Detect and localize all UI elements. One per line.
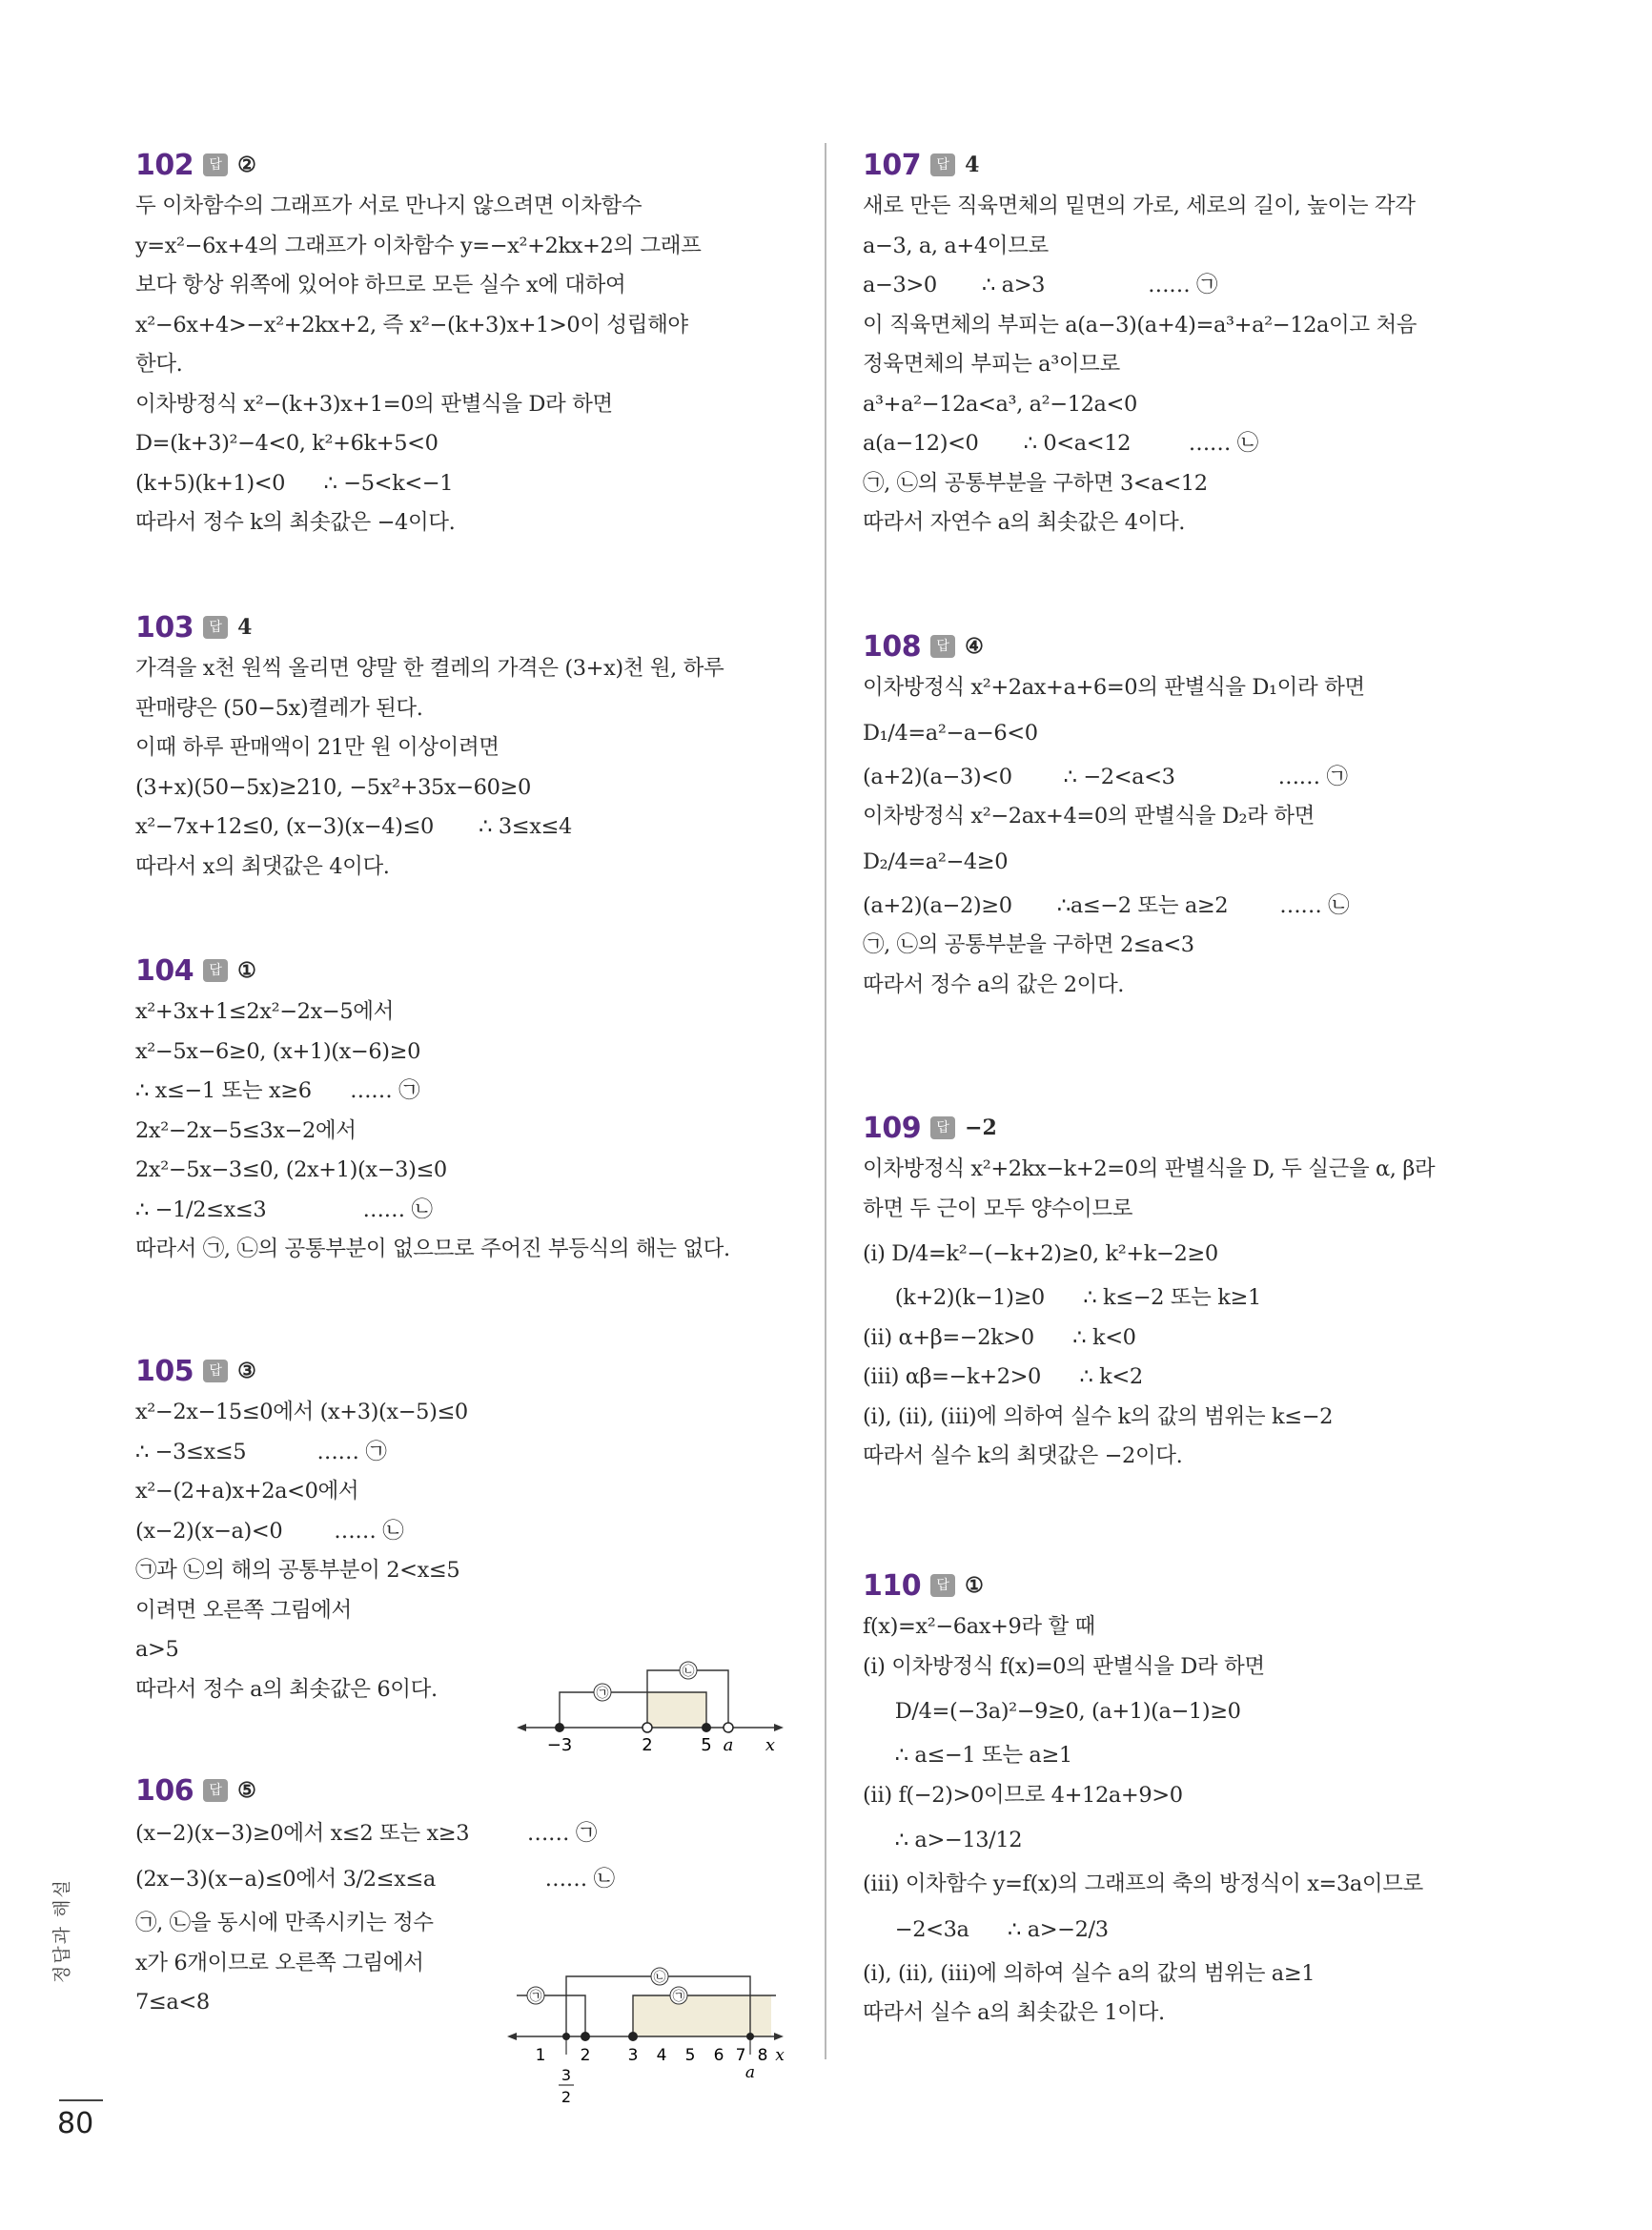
text-line: (k+5)(k+1)<0 ∴ −5<k<−1 xyxy=(135,470,454,496)
problem-number: 105 xyxy=(135,1354,194,1388)
answer-badge: 답 xyxy=(930,1116,955,1139)
point-3 xyxy=(628,2032,638,2041)
text-line: x²−(2+a)x+2a<0에서 xyxy=(135,1479,359,1504)
problem-header xyxy=(135,949,803,992)
problem-number: 108 xyxy=(863,629,922,664)
text-line: 2x²−2x−5≤3x−2에서 xyxy=(135,1117,357,1143)
problem-108 xyxy=(863,624,1530,1005)
text-line: (ⅲ) αβ=−k+2>0 ∴ k<2 xyxy=(863,1364,1143,1389)
mark-label-2: ㉡ xyxy=(653,1971,666,1985)
text-line: 정육면체의 부피는 a³이므로 xyxy=(863,352,1120,377)
text-line: x²−7x+12≤0, (x−3)(x−4)≤0 ∴ 3≤x≤4 xyxy=(135,814,572,839)
answer-badge: 답 xyxy=(930,153,955,176)
text-line: (3+x)(50−5x)≥210, −5x²+35x−60≥0 xyxy=(135,774,531,800)
text-line: a³+a²−12a<a³, a²−12a<0 xyxy=(863,391,1137,417)
text-line: (ⅱ) f(−2)>0이므로 4+12a+9>0 xyxy=(863,1782,1183,1808)
problem-header xyxy=(135,605,803,649)
tick-label: 5 xyxy=(701,1735,712,1755)
tick-label: 6 xyxy=(713,2046,724,2065)
text-line: (k+2)(k−1)≥0 ∴ k≤−2 또는 k≥1 xyxy=(863,1285,1261,1310)
point-a xyxy=(746,2033,754,2040)
problem-header xyxy=(863,624,1530,668)
text-line: 가격을 x천 원씩 올리면 양말 한 켤레의 가격은 (3+x)천 원, 하루 xyxy=(135,656,724,681)
problem-number: 107 xyxy=(863,148,922,182)
text-line: 이차방정식 x²+2kx−k+2=0의 판별식을 D, 두 실근을 α, β라 xyxy=(863,1156,1436,1181)
text-line: a−3>0 ∴ a>3 …… ㉠ xyxy=(863,273,1218,297)
text-line: a−3, a, a+4이므로 xyxy=(863,233,1049,258)
problem-number: 106 xyxy=(135,1773,194,1808)
axis-label: x xyxy=(775,2046,785,2065)
text-line: 보다 항상 위쪽에 있어야 하므로 모든 실수 x에 대하여 xyxy=(135,273,626,297)
answer-badge: 답 xyxy=(203,959,228,982)
problem-105 xyxy=(135,1349,803,1755)
text-line: 이때 하루 판매액이 21만 원 이상이려면 xyxy=(135,735,500,760)
axis-arrow-left xyxy=(507,2033,517,2040)
text-line: (ⅲ) 이차함수 y=f(x)의 그래프의 축의 방정식이 x=3a이므로 xyxy=(863,1872,1423,1896)
text-line: D₂/4=a²−4≥0 xyxy=(863,849,1009,874)
text-line: ∴ −3≤x≤5 …… ㉠ xyxy=(135,1439,387,1464)
answer-value: ① xyxy=(237,958,256,983)
text-line: ∴ a>−13/12 xyxy=(863,1828,1023,1852)
tick-label: 1 xyxy=(535,2046,546,2065)
text-line: 이차방정식 x²−(k+3)x+1=0의 판별식을 D라 하면 xyxy=(135,391,613,417)
mark-label-1: ㉠ xyxy=(529,1990,542,2004)
text-line: (x−2)(x−3)≥0에서 x≤2 또는 x≥3 …… ㉠ xyxy=(135,1821,597,1846)
problem-103 xyxy=(135,605,803,887)
text-line: 이차방정식 x²+2ax+a+6=0의 판별식을 D₁이라 하면 xyxy=(863,675,1365,700)
column-divider xyxy=(825,143,826,2059)
tick-label: 2 xyxy=(580,2046,591,2065)
answer-value: ② xyxy=(237,153,256,177)
answer-value: ⑤ xyxy=(237,1778,256,1803)
problem-header xyxy=(863,1106,1530,1150)
problem-number: 104 xyxy=(135,953,194,988)
text-line: 하면 두 근이 모두 양수이므로 xyxy=(863,1196,1133,1221)
point-5 xyxy=(702,1723,711,1732)
axis-arrow-right xyxy=(774,2033,784,2040)
fraction-numerator: 3 xyxy=(561,2066,572,2084)
page-number: 80 xyxy=(57,2107,94,2140)
text-line: a>5 xyxy=(135,1637,179,1662)
answer-badge: 답 xyxy=(203,1360,228,1382)
problem-102 xyxy=(135,143,803,543)
text-line: 따라서 정수 a의 값은 2이다. xyxy=(863,972,1125,997)
text-line: 새로 만든 직육면체의 밑면의 가로, 세로의 길이, 높이는 각각 xyxy=(863,194,1416,218)
text-line: 따라서 정수 k의 최솟값은 −4이다. xyxy=(135,510,456,535)
point-three-halves xyxy=(562,2033,570,2040)
text-line: y=x²−6x+4의 그래프가 이차함수 y=−x²+2kx+2의 그래프 xyxy=(135,233,702,258)
problem-107 xyxy=(863,143,1530,543)
mark-label-2: ㉡ xyxy=(682,1665,695,1679)
problem-header xyxy=(863,143,1530,187)
text-line: a(a−12)<0 ∴ 0<a<12 …… ㉡ xyxy=(863,431,1258,456)
axis-arrow-left xyxy=(517,1724,526,1731)
text-line: 이 직육면체의 부피는 a(a−3)(a+4)=a³+a²−12a이고 처음 xyxy=(863,312,1417,338)
answer-badge: 답 xyxy=(203,153,228,176)
answer-value: ③ xyxy=(237,1359,256,1383)
text-line: 7≤a<8 xyxy=(135,1990,210,2015)
text-line: 따라서 정수 a의 최솟값은 6이다. xyxy=(135,1676,438,1702)
answer-value: 4 xyxy=(965,153,980,177)
text-line: D₁/4=a²−a−6<0 xyxy=(863,720,1038,746)
text-line: f(x)=x²−6ax+9라 할 때 xyxy=(863,1614,1095,1639)
mark-label-3: ㉠ xyxy=(672,1990,685,2004)
problem-header xyxy=(135,143,803,187)
text-line: 따라서 ㉠, ㉡의 공통부분이 없으므로 주어진 부등식의 해는 없다. xyxy=(135,1237,730,1261)
point-neg3 xyxy=(555,1723,564,1732)
text-line: (ⅰ), (ⅱ), (ⅲ)에 의하여 실수 a의 값의 범위는 a≥1 xyxy=(863,1960,1315,1986)
problem-header xyxy=(135,1349,803,1393)
answer-badge: 답 xyxy=(203,1779,228,1802)
text-line: 이려면 오른쪽 그림에서 xyxy=(135,1597,352,1623)
text-line: 한다. xyxy=(135,352,183,377)
tick-label: 8 xyxy=(757,2046,768,2065)
text-line: 따라서 실수 k의 최댓값은 −2이다. xyxy=(863,1443,1183,1468)
answer-value: 4 xyxy=(237,615,253,640)
tick-label: 2 xyxy=(642,1735,653,1755)
side-section-label: 정답과 해설 xyxy=(51,1878,72,1983)
text-line: D=(k+3)²−4<0, k²+6k+5<0 xyxy=(135,431,438,456)
axis-label: x xyxy=(765,1735,776,1755)
problem-110 xyxy=(863,1564,1530,2034)
text-line: (ⅰ) D/4=k²−(−k+2)≥0, k²+k−2≥0 xyxy=(863,1241,1218,1266)
text-line: (x−2)(x−a)<0 …… ㉡ xyxy=(135,1518,404,1544)
text-line: 판매량은 (50−5x)켤레가 된다. xyxy=(135,695,423,721)
text-line: 두 이차함수의 그래프가 서로 만나지 않으려면 이차함수 xyxy=(135,194,642,218)
text-line: ㉠, ㉡의 공통부분을 구하면 2≤a<3 xyxy=(863,932,1194,957)
mark-label-1: ㉠ xyxy=(596,1687,609,1701)
point-2 xyxy=(642,1723,652,1732)
text-line: x²−5x−6≥0, (x+1)(x−6)≥0 xyxy=(135,1038,420,1064)
text-line: 따라서 실수 a의 최솟값은 1이다. xyxy=(863,2000,1165,2025)
answer-value: −2 xyxy=(965,1115,997,1140)
text-line: (ⅰ), (ⅱ), (ⅲ)에 의하여 실수 k의 값의 범위는 k≤−2 xyxy=(863,1403,1334,1429)
problem-number: 103 xyxy=(135,610,194,644)
point-2 xyxy=(581,2032,590,2041)
text-line: ∴ −1/2≤x≤3 …… ㉡ xyxy=(135,1197,433,1222)
tick-label: 7 xyxy=(735,2046,746,2065)
tick-label: 5 xyxy=(684,2046,696,2065)
tick-label: −3 xyxy=(546,1735,573,1755)
problem-number: 109 xyxy=(863,1111,922,1145)
text-line: −2<3a ∴ a>−2/3 xyxy=(863,1916,1109,1942)
text-line: ∴ x≤−1 또는 x≥6 …… ㉠ xyxy=(135,1078,420,1103)
number-line-figure-105 xyxy=(517,1659,793,1764)
text-line: (ⅱ) α+β=−2k>0 ∴ k<0 xyxy=(863,1324,1136,1350)
text-line: ㉠과 ㉡의 해의 공통부분이 2<x≤5 xyxy=(135,1558,460,1583)
text-line: (ⅰ) 이차방정식 f(x)=0의 판별식을 D라 하면 xyxy=(863,1653,1265,1679)
number-line-figure-106 xyxy=(507,1959,793,2112)
text-line: 2x²−5x−3≤0, (2x+1)(x−3)≤0 xyxy=(135,1157,447,1182)
problem-number: 110 xyxy=(863,1568,922,1603)
text-line: x²−6x+4>−x²+2kx+2, 즉 x²−(k+3)x+1>0이 성립해야 xyxy=(135,312,688,338)
point-a xyxy=(724,1723,733,1732)
tick-label: 4 xyxy=(656,2046,667,2065)
text-line: (a+2)(a−2)≥0 ∴a≤−2 또는 a≥2 …… ㉡ xyxy=(863,892,1350,918)
answer-value: ① xyxy=(965,1573,984,1598)
text-line: D/4=(−3a)²−9≥0, (a+1)(a−1)≥0 xyxy=(863,1699,1241,1724)
answer-badge: 답 xyxy=(930,1574,955,1597)
answer-badge: 답 xyxy=(203,616,228,639)
fraction-denominator: 2 xyxy=(561,2088,572,2106)
problem-109 xyxy=(863,1106,1530,1477)
answer-value: ④ xyxy=(965,634,984,659)
footer-rule xyxy=(59,2099,103,2101)
answer-badge: 답 xyxy=(930,635,955,658)
overlap-shade xyxy=(647,1692,706,1728)
text-line: x²+3x+1≤2x²−2x−5에서 xyxy=(135,999,394,1024)
text-line: (2x−3)(x−a)≤0에서 3/2≤x≤a …… ㉡ xyxy=(135,1867,615,1892)
text-line: x²−2x−15≤0에서 (x+3)(x−5)≤0 xyxy=(135,1400,468,1424)
problem-104 xyxy=(135,949,803,1270)
text-line: 이차방정식 x²−2ax+4=0의 판별식을 D₂라 하면 xyxy=(863,804,1315,829)
problem-header xyxy=(135,1769,803,1812)
text-line: x가 6개이므로 오른쪽 그림에서 xyxy=(135,1950,424,1975)
text-line: 따라서 x의 최댓값은 4이다. xyxy=(135,853,390,879)
text-line: ∴ a≤−1 또는 a≥1 xyxy=(863,1743,1072,1768)
problem-header xyxy=(863,1564,1530,1607)
text-line: 따라서 자연수 a의 최솟값은 4이다. xyxy=(863,510,1186,535)
interval-left xyxy=(517,1995,585,2036)
text-line: ㉠, ㉡의 공통부분을 구하면 3<a<12 xyxy=(863,470,1208,496)
problem-106 xyxy=(135,1769,803,2106)
problem-number: 102 xyxy=(135,148,194,182)
axis-arrow-right xyxy=(774,1724,784,1731)
text-line: ㉠, ㉡을 동시에 만족시키는 정수 xyxy=(135,1911,434,1935)
text-line: (a+2)(a−3)<0 ∴ −2<a<3 …… ㉠ xyxy=(863,764,1348,789)
tick-label: a xyxy=(723,1735,734,1755)
tick-label-a: a xyxy=(744,2063,756,2082)
tick-label: 3 xyxy=(627,2046,639,2065)
